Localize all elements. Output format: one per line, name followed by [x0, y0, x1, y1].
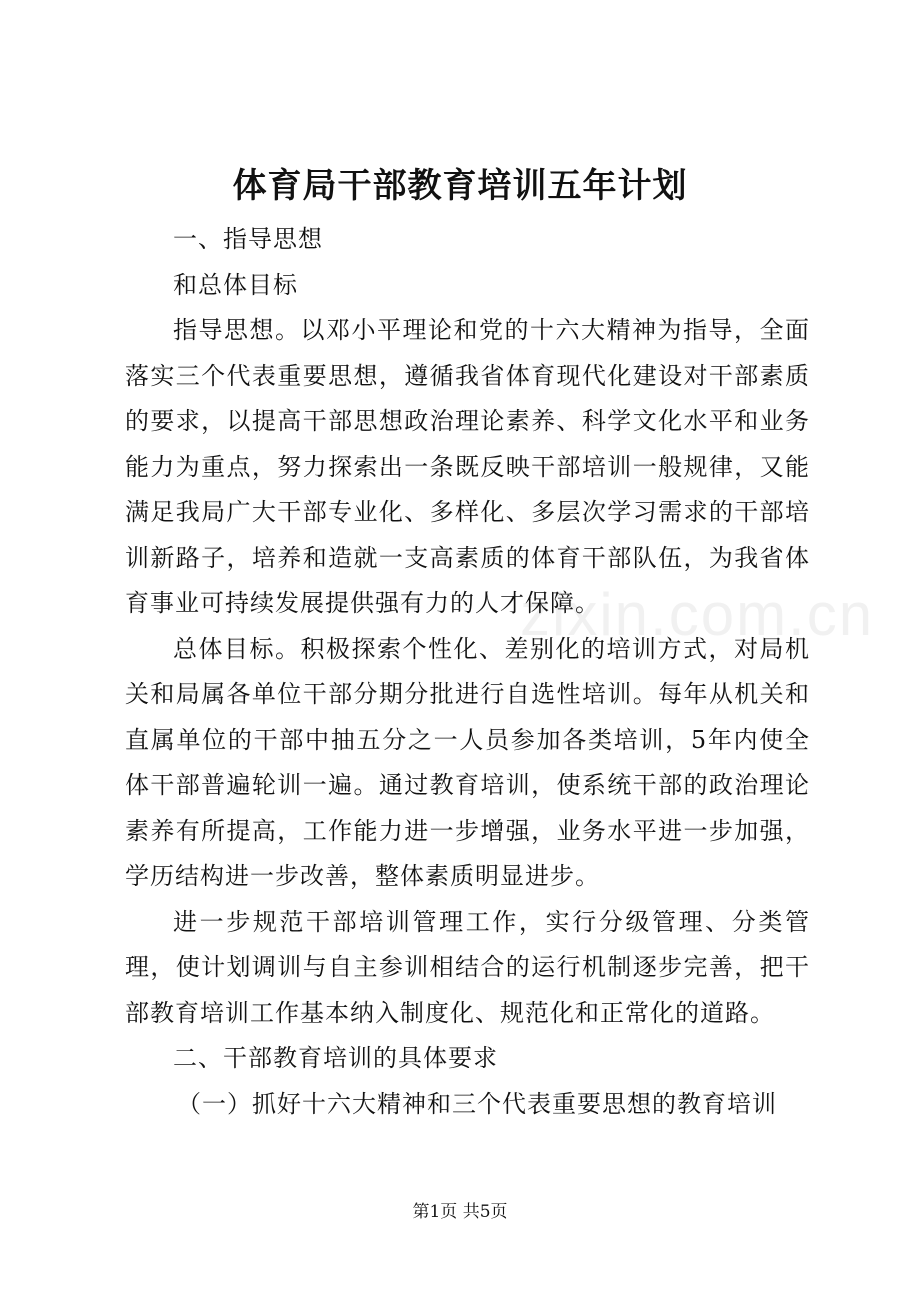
heading-overall-goal: 和总体目标	[173, 270, 298, 299]
page-number-footer: 第1页 共5页	[412, 1202, 508, 1222]
paragraph-overall-goal: 总体目标。积极探索个性化、差别化的培训方式，对局机关和局属各单位干部分期分批进行自选性培训。每年从机关和直属单位的干部中抽五分之一人员参加各类培训，5年内使全体干部普遍轮训一遍。通过教育培训，使系统干部的政治理论素养有所提高，工作能力进一步增强，业务水平进一步加强，学历结构进一步改善，整体素质明显进步。	[125, 634, 810, 890]
paragraph-guiding-thought: 指导思想。以邓小平理论和党的十六大精神为指导，全面落实三个代表重要思想，遵循我省体育现代化建设对干部素质的要求，以提高干部思想政治理论素养、科学文化水平和业务能力为重点，努力探索出一条既反映干部培训一般规律，又能满足我局广大干部专业化、多样化、多层次学习需求的干部培训新路子，培养和造就一支高素质的体育干部队伍，为我省体育事业可持续发展提供强有力的人才保障。	[125, 316, 810, 617]
heading-guiding-thought: 一、指导思想	[173, 225, 323, 253]
document-body	[125, 217, 810, 1127]
paragraph-management: 进一步规范干部培训管理工作，实行分级管理、分类管理，使计划调训与自主参训相结合的运行机制逐步完善，把干部教育培训工作基本纳入制度化、规范化和正常化的道路。	[125, 907, 810, 1027]
watermark: zixin.com.cn	[520, 581, 875, 648]
heading-specific-requirements: 二、干部教育培训的具体要求	[173, 1044, 498, 1072]
document-title: 体育局干部教育培训五年计划	[232, 166, 688, 206]
subheading-item-1: （一）抓好十六大精神和三个代表重要思想的教育培训	[177, 1089, 777, 1118]
